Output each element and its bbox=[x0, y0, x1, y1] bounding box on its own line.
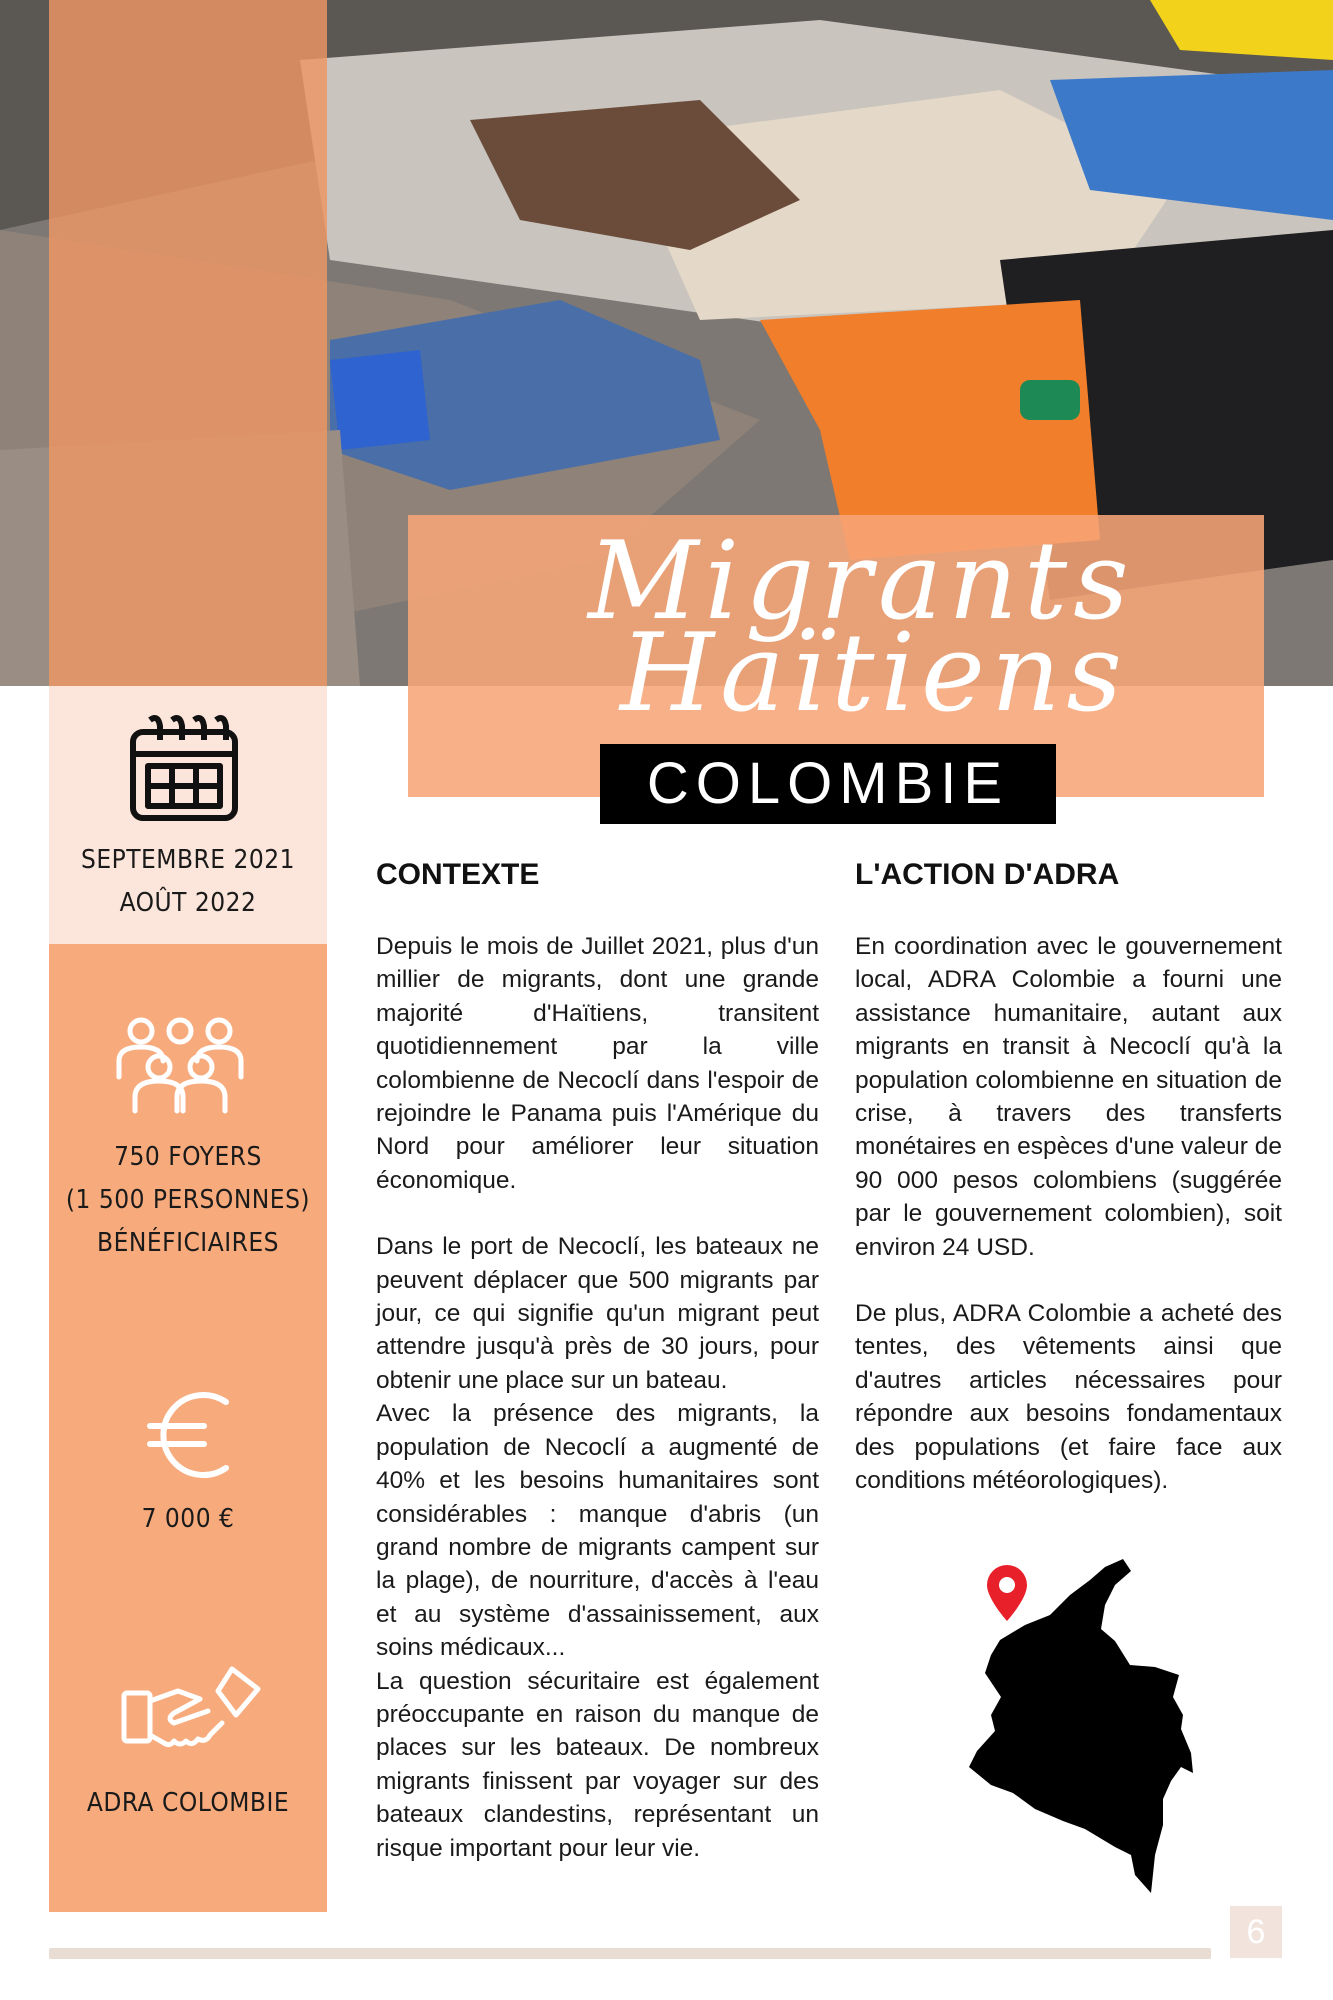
contexte-paragraph-4: La question sécuritaire est également préoccupante en raison du manque de places sur les bateaux. De nombreux migrants finissent par voyager sur des bateaux clandestins, représentant un risque important pour leur vie. bbox=[376, 1667, 819, 1862]
beneficiaries-label: BÉNÉFICIAIRES bbox=[97, 1228, 279, 1258]
footer-bar bbox=[49, 1948, 1211, 1959]
handshake-icon bbox=[120, 1665, 262, 1765]
people-count: (1 500 PERSONNES) bbox=[65, 1185, 311, 1215]
title-line-2: Haïtiens bbox=[620, 611, 1128, 736]
title-line-1: Migrants bbox=[588, 519, 1135, 644]
partner bbox=[49, 1782, 327, 1825]
period-end: AOÛT 2022 bbox=[119, 888, 257, 918]
calendar-icon bbox=[128, 712, 240, 824]
country-banner: COLOMBIE bbox=[600, 744, 1056, 824]
budget-amount: 7 000 € bbox=[141, 1504, 235, 1534]
contexte-paragraph-1: Depuis le mois de Juillet 2021, plus d'un millier de migrants, dont une grande majorité d'Haïtiens, transitent quotidiennement par la ville colombienne de Necoclí dans l'espoir de rejoindre le Panama puis l'Amérique du Nord pour améliorer leur situation économique. bbox=[376, 933, 819, 1194]
contexte-paragraph-2: Dans le port de Necoclí, les bateaux ne peuvent déplacer que 500 migrants par jour, ce qui signifie qu'un migrant peut attendre jusqu'à près de 30 jours, pour obtenir une place sur un bateau. bbox=[376, 1233, 819, 1394]
action-column bbox=[855, 930, 1282, 1498]
people-group-icon bbox=[111, 1015, 249, 1115]
colombia-map bbox=[955, 1555, 1215, 1905]
project-period bbox=[49, 839, 327, 925]
action-heading: L'ACTION D'ADRA bbox=[855, 858, 1120, 891]
sidebar-photo-tint bbox=[49, 0, 327, 686]
contexte-paragraph-3: Avec la présence des migrants, la population de Necoclí a augmenté de 40% et les besoins humanitaires sont considérables : manque d'abris (un grand nombre de migrants campent sur la plage), de nourriture, d'accès à l'eau et au système d'assainissement, aux soins médicaux... bbox=[376, 1400, 819, 1662]
budget bbox=[49, 1498, 327, 1541]
partner-name: ADRA COLOMBIE bbox=[86, 1788, 290, 1818]
contexte-column bbox=[376, 930, 819, 1865]
contexte-heading: CONTEXTE bbox=[376, 858, 540, 891]
households-count: 750 FOYERS bbox=[114, 1142, 262, 1172]
beneficiaries bbox=[49, 1136, 327, 1265]
euro-icon bbox=[146, 1390, 236, 1480]
action-paragraph-1: En coordination avec le gouvernement local, ADRA Colombie a fourni une assistance humanitaire, autant aux migrants en transit à Necoclí qu'à la population colombienne en situation de crise, à travers des transferts monétaires en espèces d'une valeur de 90 000 pesos colombiens (suggérée par le gouvernement colombien), soit environ 24 USD. bbox=[855, 933, 1282, 1261]
page-number: 6 bbox=[1230, 1906, 1282, 1958]
action-paragraph-2: De plus, ADRA Colombie a acheté des tentes, des vêtements ainsi que d'autres articles nécessaires pour répondre aux besoins fondamentaux des populations (et faire face aux conditions météorologiques). bbox=[855, 1300, 1282, 1495]
period-start: SEPTEMBRE 2021 bbox=[81, 845, 295, 875]
